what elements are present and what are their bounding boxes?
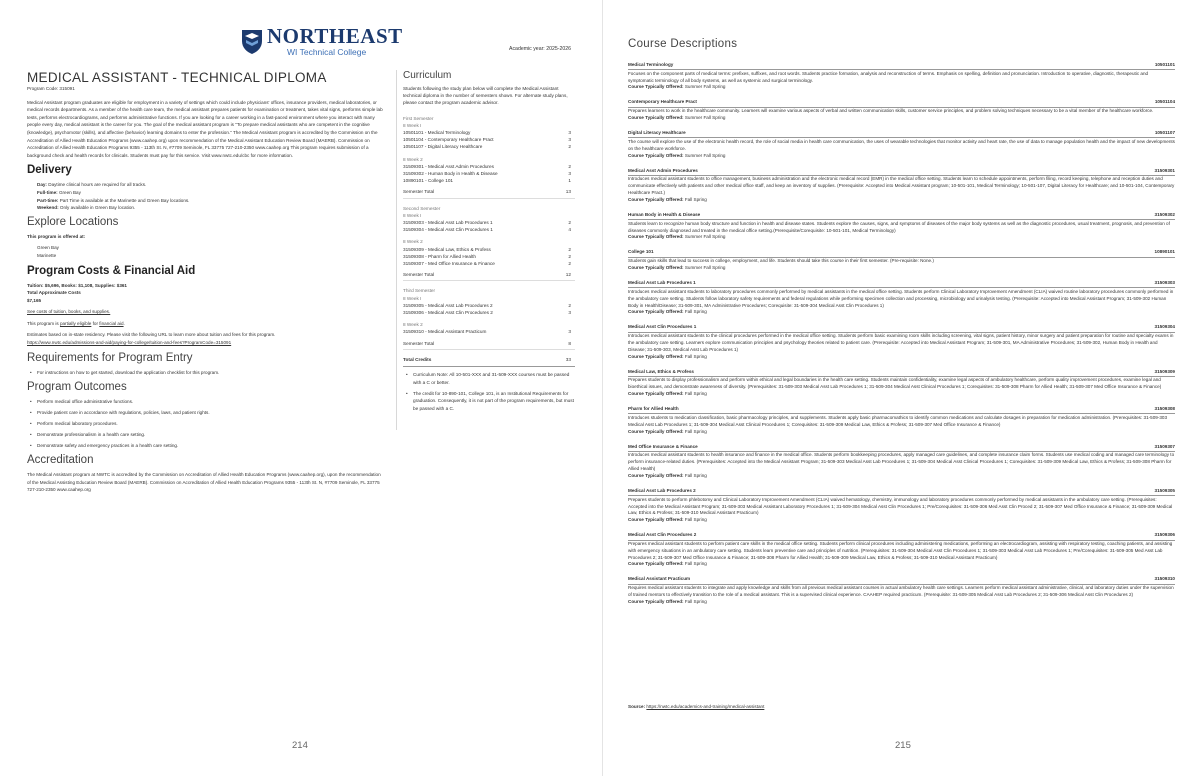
course-offered: Course Typically Offered: Fall Spring — [628, 598, 707, 604]
course-title: Contemporary Healthcare Pract — [628, 99, 697, 105]
course-offered: Course Typically Offered: Fall Spring — [628, 309, 707, 315]
course-offered: Course Typically Offered: Summer Fall Spring — [628, 234, 726, 240]
week-label: 8 Week 2 — [403, 239, 423, 245]
semester-total: Semester Total 12 — [403, 271, 575, 281]
course-title: Human Body in Health & Disease — [628, 211, 701, 217]
logo-name: NORTHEAST — [267, 24, 403, 48]
list-item: • Curriculum Note: All 10-501-XXX and 31-509-XXX courses must be passed with a C or better. — [403, 371, 575, 386]
course-header — [628, 168, 1175, 176]
course-row: 31509308 - Pharm for Allied Health 2 — [403, 253, 571, 259]
partially-eligible-link[interactable]: partially eligible — [59, 320, 92, 326]
course-desc: Introduces medical assistant students to laboratory procedures commonly performed by medical assistants in the medical office setting. Students perform Clinical Laboratory Improvement Amendment (CLIA) waived routine laboratory procedures commonly performed in the ambulatory care setting. Students follow laboratory safety requirements and federal regulations while performing specimen collection and processing, microbiology and urinalysis testing. (Prerequisite: Accepted into Medical Assistant Program; 31-509-302 Human Body in Health/Disease; 31-509-301, MA Administrative Procedures; Corequisite: 31-509-304 Medical Asst Clin Procedures 1) — [628, 288, 1174, 308]
course-offered: Course Typically Offered: Fall Spring — [628, 561, 707, 567]
week-label: 8 Week I — [403, 295, 422, 301]
delivery-item: Weekend: Only available in Green Bay location. — [37, 205, 136, 211]
course-description — [628, 488, 1175, 524]
shield-logo-icon — [241, 28, 263, 55]
outcomes-list — [27, 398, 383, 450]
semester-total: Semester Total 8 — [403, 340, 575, 350]
course-header — [628, 212, 1175, 220]
course-descriptions-heading: Course Descriptions — [628, 38, 738, 50]
course-code: 10501101 — [1154, 62, 1175, 67]
course-row: 31509303 - Medical Asst Lab Procedures 1 2 — [403, 220, 571, 226]
curriculum-heading: Curriculum — [403, 70, 452, 81]
logo-sub: WI Technical College — [287, 47, 367, 57]
course-desc: Prepares students to display professionalism and perform within ethical and legal boundaries in the health care setting. Students maintain confidentiality, examine legal aspects of ambulatory healthcare, perform quality improvement procedures, examine legal and bioethical issues, and demonstrate awareness of diversity. (Prerequisites: 31-509-303 Medical Asst Lab Procedures 1; 31-509-304 Medical Asst Clinical Procedures 1; Corequisites: 31-509-308 Pharm for Allied Health; 31-509-307 Med Office Insurance & Finance) — [628, 377, 1162, 390]
college-logo — [241, 26, 403, 57]
course-code: 31509301 — [1154, 167, 1175, 173]
course-description — [628, 369, 1175, 398]
semester-title: First Semester — [403, 115, 434, 121]
list-item: • Demonstrate professionalism in a health care setting. — [27, 431, 383, 439]
course-code: 10890101 — [1154, 249, 1175, 255]
course-code: 31509307 — [1154, 443, 1175, 449]
course-description — [628, 576, 1175, 605]
course-offered: Course Typically Offered: Summer Fall Spring — [628, 265, 726, 271]
week-label: 8 Week 2 — [403, 156, 423, 162]
course-title: Pharm for Allied Health — [628, 406, 679, 412]
program-column — [27, 70, 383, 498]
costs-line: Tuition: $5,696, Books: $1,108, Supplies: $361 — [27, 282, 127, 288]
course-offered: Course Typically Offered: Fall Spring — [628, 517, 707, 523]
course-title: Medical Asst Clin Procedures 1 — [628, 324, 697, 330]
program-code: Program Code: 315091 — [27, 86, 75, 91]
course-description — [628, 249, 1175, 271]
outcomes-heading: Program Outcomes — [27, 380, 127, 393]
course-code: 31509310 — [1154, 576, 1175, 582]
course-offered: Course Typically Offered: Fall Spring — [628, 353, 707, 359]
course-title: Medical Law, Ethics & Profess — [628, 368, 694, 374]
course-desc: Students learn to recognize human body structure and function in health and disease states. Students explore the causes, signs, and symptoms of diseases of the major body systems as well as the diagnostic procedures, usual treatment, prognosis, and prevention of diseases commonly diagnosed and treated in the medical office setting.(Prerequisite/Corequisite: 10-501-101, Medical Terminology) — [628, 220, 1170, 233]
list-item: • For instructions on how to get started, download the application checklist for this program. — [27, 369, 383, 377]
course-desc: Requires medical assistant students to integrate and apply knowledge and skills from all previous medical assistant courses in actual ambulatory health care settings. Learners perform medical assistant administrative, clinical, and laboratory duties under the supervision of trained mentors to effectively transition to the role of a medical assistant. This is a supervised clinical experience. CAAHEP required practicum. (Prerequisite: 31-509-305 Medical Asst Lab Procedures 2; 31-509-306 Medical Asst Clin Procedures 2) — [628, 585, 1174, 598]
week-label: 8 Week I — [403, 122, 422, 128]
program-description: Medical Assistant program graduates are eligible for employment in a variety of settings which could include physicians' offices, insurance providers, medical laboratories, or medical records departments. As a member of the health care team, the medical assistant prepares patients for examination or treatment, takes vital signs, performs simple lab tests, performs electrocardiograms, and performs administrative functions. If you are looking for a career working in a fast-paced environment where you interact with many people every day, medical assistant is the career for you. The goal of the medical assistant program is "To prepare medical assistants who are competent in the cognitive (knowledge), psychomotor (skills), and affective (behavior) learning domains to enter the profession." The Medical Assistant program is accredited by the Commission on the Accreditation of Allied Health Education Programs (www.caahep.org) upon recommendation of the Medical Assistant Education Review Board (MAERB). Commission on Accreditation of Allied Health Education Programs 9355 - 113th St. N, #7709 Seminole, FL 33775 727-210-2350 www.caahep.org This program requires submission of a background check and health records for clinicals. Students must pay for this service. Visit www.nwtc.edu/cbc for more information. — [27, 99, 383, 158]
course-code: 10501104 — [1154, 99, 1175, 105]
course-offered: Course Typically Offered: Fall Spring — [628, 196, 707, 202]
delivery-list — [27, 181, 383, 211]
course-offered: Course Typically Offered: Fall Spring — [628, 428, 707, 434]
delivery-item: Part-time: Part Time is available at the Marinette and Green Bay locations. — [37, 197, 190, 203]
week-label: 8 Week 2 — [403, 322, 423, 328]
course-row: 31509301 - Medical Asst Admin Procedures 2 — [403, 163, 571, 169]
delivery-heading: Delivery — [27, 164, 72, 177]
course-row: 10501101 - Medical Terminology 3 — [403, 130, 571, 136]
list-item: • Perform medical office administrative functions. — [27, 398, 383, 406]
course-desc: Students gain skills that lead to success in college, employment, and life. Students should take this course in their first semester. (Pre-requisite: None.) — [628, 258, 934, 264]
course-code: 31509309 — [1154, 368, 1175, 374]
financial-aid-link[interactable]: financial aid — [99, 320, 124, 326]
course-description — [628, 168, 1175, 204]
course-desc: Prepares medical assistant students to perform patient care skills in the medical office setting. Students perform clinical procedures including administering medications, performing an electrocardiogram, assisting with respiratory testing, coaching patients, and assisting with emergency situations in an ambulatory care setting. Students learn preventive care and principles of nutrition. (Prerequisites: 31-509-304 Medical Asst Clin Procedures 1; 31-509-303 Medical Asst Lab Procedures 1; Pre/Corequisites: 31-509-305 Med Asst Lab Procedures 2; 31-509-307 Med Office Insurance & Finance; 31-509-308 Pharm for Allied Health; 31-509-309 Medical Law, Ethics & Profess; 31-509-310 Medical Assistant Practicum) — [628, 541, 1173, 560]
course-header — [628, 324, 1175, 332]
course-desc: Introduces students to medication classification, basic pharmacology principles, and supplements. Students apply basic pharmacomathics to identify common medications and calculate dosages in preparation for medication administration. (Prerequisites: 31-509-303 Medical Asst Lab Procedures 1; 31-509-304 Medical Asst Clinical Procedures 1; Corequisites: 31-509-309 Medical Law, Ethics & Profess; 31-509-307 Med Office Insurance & Finance) — [628, 414, 1168, 427]
location-item: Marinette — [37, 252, 57, 258]
source-link[interactable]: https://nwtc.edu/academics-and-training/medical-assistant — [646, 704, 765, 709]
semester-title: Third Semester — [403, 288, 436, 294]
course-description — [628, 99, 1175, 121]
location-list — [27, 244, 383, 259]
offered-at-label: This program is offered at: — [27, 233, 86, 239]
page-number: 214 — [292, 740, 308, 751]
course-header — [628, 532, 1175, 540]
list-item: • Provide patient care in accordance with regulations, policies, laws, and patient rights. — [27, 409, 383, 417]
left-page — [0, 0, 598, 776]
course-description — [628, 444, 1175, 480]
course-offered: Course Typically Offered: Summer Fall Spring — [628, 115, 726, 121]
course-description — [628, 532, 1175, 568]
course-row: 31509306 - Medical Asst Clin Procedures 2 3 — [403, 310, 571, 316]
tuition-url-link[interactable]: https://www.nwtc.edu/admissions-and-aid/paying-for-college/tuition-and-fees?ProgramCode=315091 — [27, 340, 232, 346]
course-title: Medical Asst Lab Procedures 2 — [628, 487, 696, 493]
course-row: 31509302 - Human Body in Health & Disease 3 — [403, 171, 571, 177]
page-number: 215 — [895, 740, 911, 751]
column-divider — [396, 70, 397, 430]
right-page — [602, 0, 1200, 776]
course-row: 31509304 - Medical Asst Clin Procedures 1 4 — [403, 227, 571, 233]
course-title: Medical Terminology — [628, 62, 674, 67]
course-offered: Course Typically Offered: Fall Spring — [628, 472, 707, 478]
course-desc: Prepares students to perform phlebotomy and Clinical Laboratory Improvement Amendment (CLIA) waived hematology, chemistry, immunology and laboratory procedures commonly performed by medical assistants in the ambulatory care setting. (Prerequisites: Accepted into the Medical Assistant Program; 31-509-303 Medical Assistant Laboratory Procedures 1; 31-509-304 Medical Asst Clin Procedures 1; Pre/Corequisites: 31-509-306 Med Asst Clin Proced 2; 31-509-307 Med Office Insurance & Finance; 31-509-309 Medical Law, Ethics & Profess; 31-509-310 Medical Assistant Practicum) — [628, 496, 1173, 516]
accreditation-text: The Medical Assistant program at NWTC is accredited by the Commission on Accreditation of Allied Health Education Programs (www.caahep.org), upon the recommendation of the Medical Assisting Education Review Board (MAERB). Commission on Accreditation of Allied Health Education Programs 9355 - 113th St. N, #7709 Seminole, FL 33775 727-210-2350 www.caahep.org — [27, 472, 381, 493]
academic-year: Academic year: 2025-2026 — [509, 46, 571, 52]
course-offered: Course Typically Offered: Fall Spring — [628, 391, 707, 397]
total-costs-value: $7,165 — [27, 297, 42, 303]
course-row: 10501104 - Contemporary Healthcare Pract 3 — [403, 137, 571, 143]
course-offered: Course Typically Offered: Summer Fall Spring — [628, 152, 726, 158]
course-header — [628, 62, 1175, 70]
course-header — [628, 99, 1175, 107]
delivery-item: Day: Daytime clinical hours are required for all tracks. — [37, 182, 147, 188]
course-code: 31509303 — [1154, 280, 1175, 286]
estimates-text: Estimates based on in-state residency. Please visit the following URL to learn more about tuition and fees for this program. — [27, 332, 276, 338]
course-description — [628, 212, 1175, 241]
program-title: MEDICAL ASSISTANT - TECHNICAL DIPLOMA — [27, 70, 327, 85]
course-code: 31509302 — [1154, 211, 1175, 217]
semester-total: Semester Total 13 — [403, 188, 575, 198]
course-description — [628, 406, 1175, 435]
list-item: • Demonstrate safety and emergency practices in a health care setting. — [27, 442, 383, 450]
course-title: Medical Asst Admin Procedures — [628, 167, 698, 173]
course-desc: Introduces medical assistant students to health insurance and finance in the medical office. Students perform bookkeeping procedures, apply managed care guidelines, and complete insurance claim forms. Students use medical coding and managed care terminology to perform insurance-related duties. (Prerequisites: Accepted into the Medical Assistant Program; 31-509-303 Medical Asst Lab Procedures 1; 31-509-304 Medical Asst Clinical Procedures 1; Corequisites: 31-509-309 Medical Law, Ethics & Profess; 31-509-308 Pharm for Allied Health) — [628, 452, 1175, 472]
total-credits: Total Credits 33 — [403, 356, 575, 367]
course-row: 10501107 - Digital Literacy Healthcare 2 — [403, 144, 571, 150]
course-description — [628, 62, 1175, 91]
course-title: Medical Asst Lab Procedures 1 — [628, 280, 696, 286]
course-title: Med Office Insurance & Finance — [628, 443, 698, 449]
course-desc: Introduces medical assistant students to office management, business administration and the electronic medical record (EMR) in the medical office setting. Students learn to schedule appointments, perform filing, record keeping, telephone and reception duties and communicate effectively with patients and other medical office staff, and keep an inventory of supplies. (Prerequisite: Accepted into Medical Assistant program; 10-501-101, Medical Terminology; 10-501-107, Digital Literacy for Healthcare; and 10-501-104, Contemporary Healthcare Pract.) — [628, 176, 1175, 196]
list-item: • The credit for 10-890-101, College 101, is an Institutional Requirements for graduation. Consequently, it is not part of the program requirements, but must be passed with a C. — [403, 390, 575, 412]
course-desc: Introduces medical assistant students to the clinical procedures performed in the medical office setting. Students perform basic examining room skills including screening, vital signs, patient history, minor surgery and patient preparation for routine and specialty exams in the ambulatory care setting. Learners explore communication principles and psychology theories related to patient care. (Prerequisite: Accepted into Medical Assistant Program; 31-509-301, MA Administrative Procedures; 31-509-302, Human Body in Health and Disease; 31-509-303, Medical Asst Lab Procedures 1) — [628, 333, 1174, 352]
course-code: 31509308 — [1154, 406, 1175, 412]
course-header — [628, 406, 1175, 414]
course-description — [628, 130, 1175, 159]
course-description — [628, 280, 1175, 316]
course-header — [628, 576, 1175, 584]
course-title: Medical Assistant Practicum — [628, 576, 691, 582]
curriculum-intro: Students following the study plan below will complete the Medical Assistant technical diploma in the number of semesters shown. For alternate study plans, please contact the program academic advisor. — [403, 86, 568, 106]
course-title: Medical Asst Clin Procedures 2 — [628, 532, 697, 538]
costs-heading: Program Costs & Financial Aid — [27, 264, 196, 277]
course-row: 31509305 - Medical Asst Lab Procedures 2 2 — [403, 302, 571, 308]
curriculum-column — [403, 70, 575, 416]
see-costs-link[interactable]: See costs of tuition, books, and supplies. — [27, 309, 111, 315]
course-header — [628, 130, 1175, 138]
course-offered: Course Typically Offered: Summer Fall Spring — [628, 84, 726, 90]
total-costs-label: Total Approximate Costs — [27, 290, 81, 296]
course-title: College 101 — [628, 249, 654, 255]
course-row: 31509309 - Medical Law, Ethics & Profess 2 — [403, 246, 571, 252]
course-row: 31509310 - Medical Assistant Practicum 3 — [403, 329, 571, 335]
course-header — [628, 444, 1175, 452]
course-desc: Focuses on the component parts of medical terms: prefixes, suffixes, and root words. Students practice formation, analysis and reconstruction of terms. Emphasis on spelling, definition and pronunciation. Introduction to operative, diagnostic, therapeutic and symptomatic terminology of all body systems, as well as systemic and surgical terminology. — [628, 70, 1149, 83]
course-header — [628, 280, 1175, 288]
source-line: Source: https://nwtc.edu/academics-and-training/medical-assistant — [628, 704, 765, 709]
course-code: 31509305 — [1154, 487, 1175, 493]
aid-line: This program is partially eligible for financial aid. — [27, 320, 125, 326]
course-code: 31509304 — [1154, 324, 1175, 330]
requirements-list — [27, 369, 383, 377]
locations-heading: Explore Locations — [27, 215, 119, 228]
accreditation-heading: Accreditation — [27, 454, 94, 467]
requirements-heading: Requirements for Program Entry — [27, 351, 193, 364]
course-header — [628, 249, 1175, 257]
curriculum-notes — [403, 371, 575, 412]
course-header — [628, 369, 1175, 377]
course-header — [628, 488, 1175, 496]
course-row: 10890101 - College 101 1 — [403, 178, 571, 184]
course-code: 31509306 — [1154, 532, 1175, 538]
course-code: 10501107 — [1154, 130, 1175, 136]
course-desc: Prepares learners to work in the healthcare community. Learners will examine various aspects of verbal and written communication skills, customer service principles, and problem solving techniques necessary to be a vital member of the healthcare workforce. — [628, 108, 1154, 114]
course-list — [628, 62, 1175, 614]
course-description — [628, 324, 1175, 360]
course-desc: The course will explore the use of the electronic health record, the role of social media in health care communication, the uses of wearable technologies that monitor activity and heart rate, the use of data to manage population health and the impact of new developments on the healthcare workforce. — [628, 138, 1175, 151]
course-row: 31509307 - Med Office Insurance & Finance 2 — [403, 261, 571, 267]
week-label: 8 Week I — [403, 212, 422, 218]
semester-title: Second Semester — [403, 205, 441, 211]
course-title: Digital Literacy Healthcare — [628, 130, 686, 136]
delivery-item: Full-time: Green Bay — [37, 189, 81, 195]
location-item: Green Bay — [37, 245, 59, 251]
list-item: • Perform medical laboratory procedures. — [27, 420, 383, 428]
